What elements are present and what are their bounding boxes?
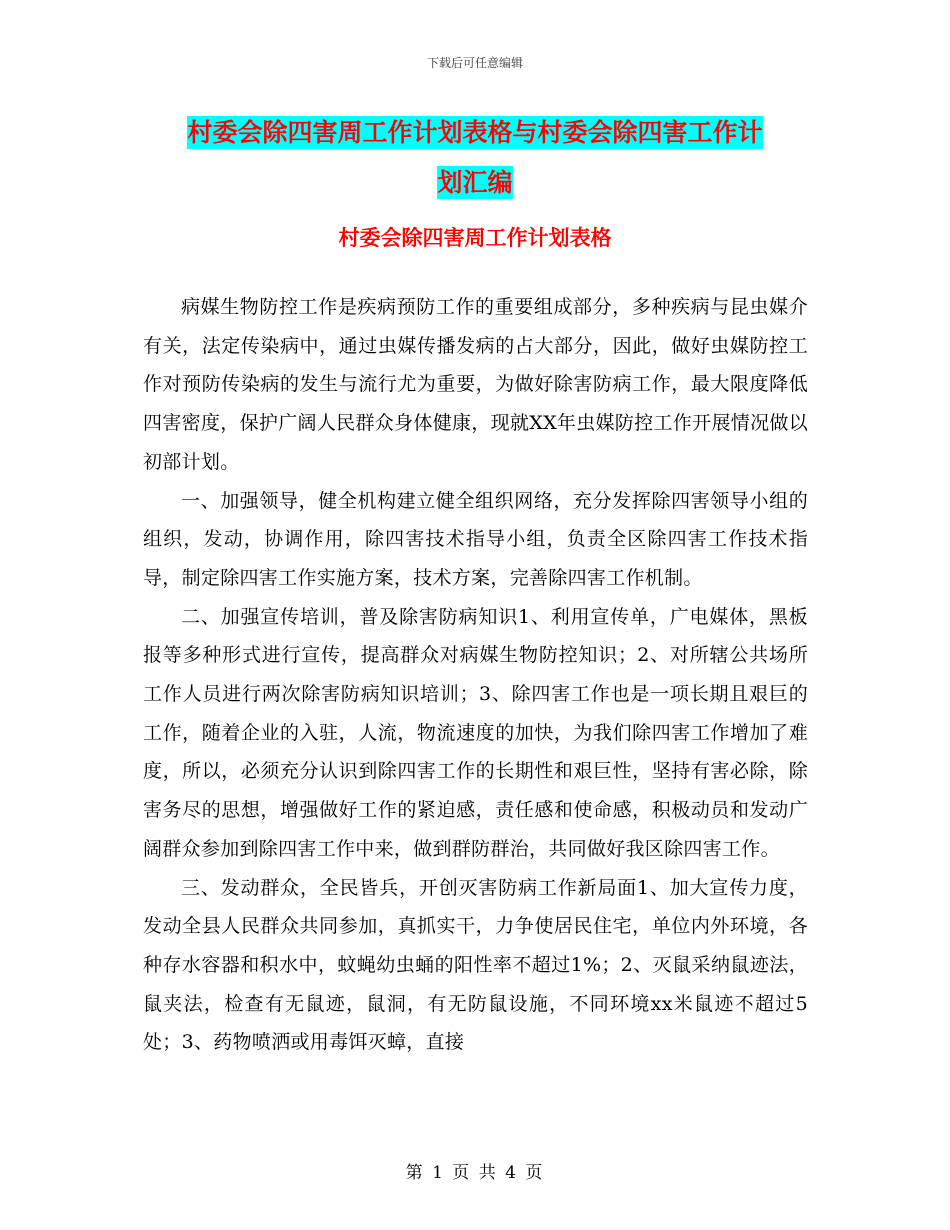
page-footer: 第 1 页 共 4 页 (405, 1163, 545, 1183)
paragraph-intro: 病媒生物防控工作是疾病预防工作的重要组成部分，多种疾病与昆虫媒介有关，法定传染病中，通过虫媒传播发病的占大部分，因此，做好虫媒防控工作对预防传染病的发生与流行尤为重要，为做好除害防病工作，最大限度降低四害密度，保护广阔人民群众身体健康，现就XX年虫媒防控工作开展情况做以初部计划。 (143, 296, 808, 473)
document-body (143, 288, 808, 1062)
section-title: 村委会除四害周工作计划表格 (338, 226, 612, 250)
paragraph-training: 二、加强宣传培训，普及除害防病知识1、利用宣传单，广电媒体，黑板报等多种形式进行宣传，提高群众对病媒生物防控知识；2、对所辖公共场所工作人员进行两次除害防病知识培训；3、除四害工作也是一项长期且艰巨的工作，随着企业的入驻，人流，物流速度的加快，为我们除四害工作增加了难度，所以，必须充分认识到除四害工作的长期性和艰巨性，坚持有害必除，除害务尽的思想，增强做好工作的紧迫感，责任感和使命感，积极动员和发动广阔群众参加到除四害工作中来，做到群防群治，共同做好我区除四害工作。 (143, 605, 808, 860)
document-title (0, 108, 950, 208)
header-note: 下载后可任意编辑 (426, 56, 523, 70)
paragraph-leadership: 一、加强领导，健全机构建立健全组织网络，充分发挥除四害领导小组的组织，发动，协调作用，除四害技术指导小组，负责全区除四害工作技术指导，制定除四害工作实施方案，技术方案，完善除四害工作机制。 (143, 489, 808, 589)
paragraph-mobilize: 三、发动群众，全民皆兵，开创灭害防病工作新局面1、加大宣传力度，发动全县人民群众共同参加，真抓实干，力争使居民住宅，单位内外环境，各种存水容器和积水中，蚊蝇幼虫蛹的阳性率不超过1%；2、灭鼠采纳鼠迹法，鼠夹法，检查有无鼠迹，鼠洞，有无防鼠设施，不同环境xx米鼠迹不超过5处；3、药物喷洒或用毒饵灭蟑，直接 (143, 876, 808, 1054)
title-line-1: 村委会除四害周工作计划表格与村委会除四害工作计 (187, 118, 763, 147)
title-line-2: 划汇编 (437, 168, 513, 197)
